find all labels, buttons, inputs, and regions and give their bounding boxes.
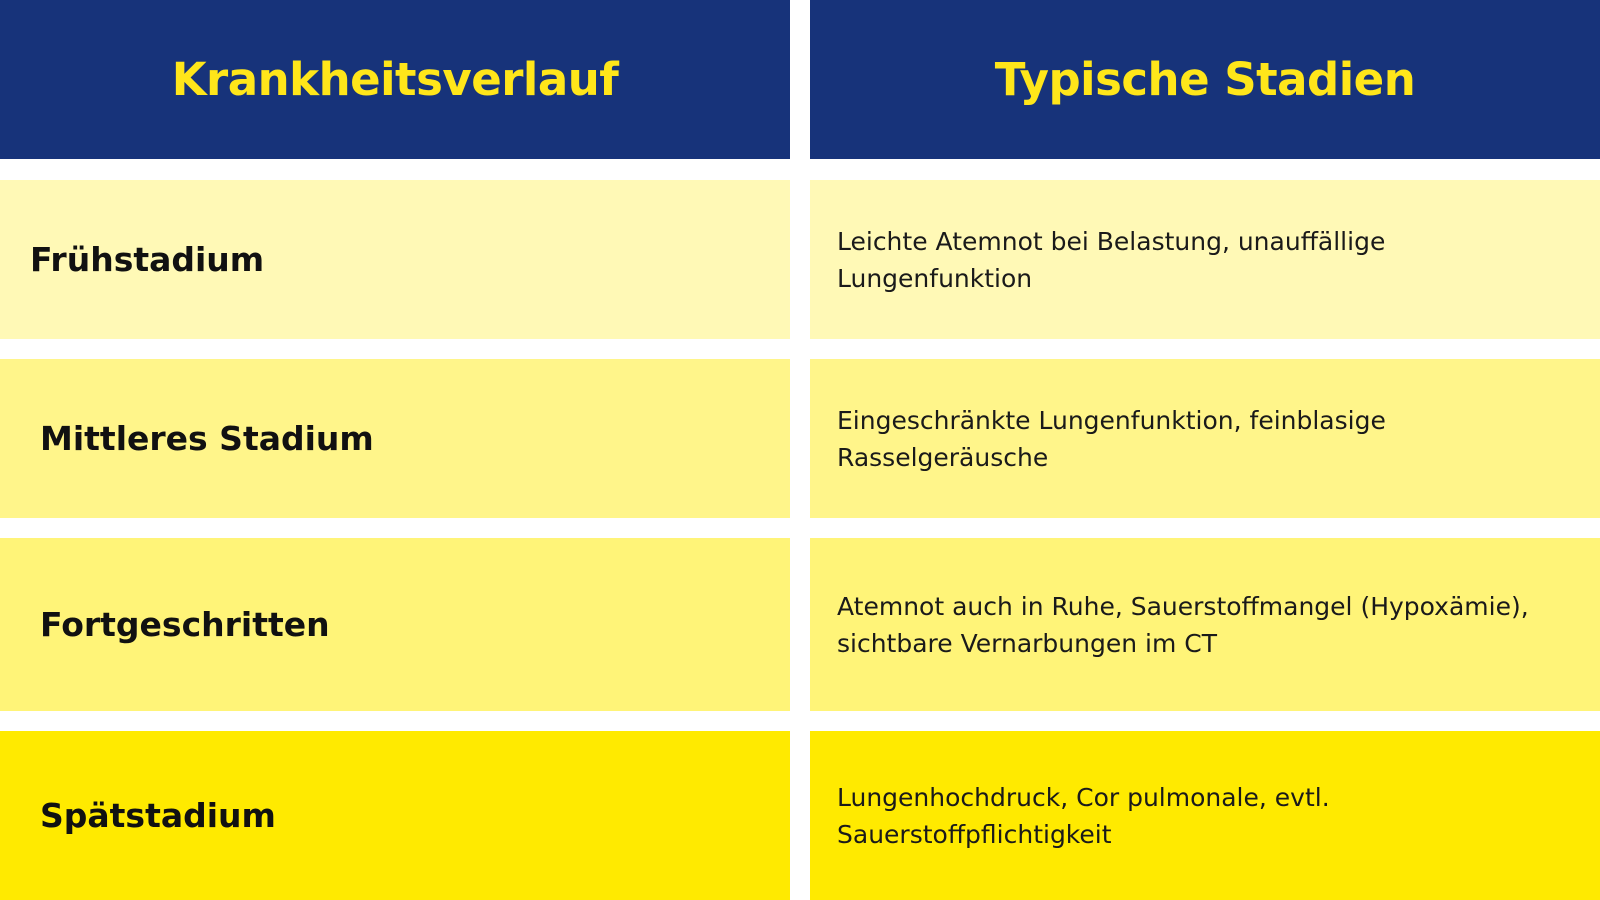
table-row-4-stage-cell — [0, 731, 790, 900]
column-header-krankheitsverlauf: Krankheitsverlauf — [171, 53, 619, 106]
table-row-3-description-cell — [810, 538, 1600, 711]
stage-name: Fortgeschritten — [40, 605, 330, 644]
stage-name: Spätstadium — [40, 796, 276, 835]
table-row-1-stage-cell — [0, 180, 790, 339]
stage-description: Atemnot auch in Ruhe, Sauerstoffmangel (Hypoxämie), sichtbare Vernarbungen im CT — [837, 591, 1529, 658]
table-row-1-description-cell — [810, 180, 1600, 339]
stage-name: Frühstadium — [30, 240, 265, 279]
table-row-2-description-cell — [810, 359, 1600, 518]
table-row-4-description-cell — [810, 731, 1600, 900]
stage-description: Eingeschränkte Lungenfunktion, feinblasige Rasselgeräusche — [837, 405, 1386, 472]
header-cell-right — [810, 0, 1600, 159]
table-row-3-stage-cell — [0, 538, 790, 711]
table-row-2-stage-cell — [0, 359, 790, 518]
column-header-typische-stadien: Typische Stadien — [994, 53, 1416, 106]
stage-description: Leichte Atemnot bei Belastung, unauffällige Lungenfunktion — [837, 226, 1386, 293]
stage-name: Mittleres Stadium — [40, 419, 374, 458]
stage-description: Lungenhochdruck, Cor pulmonale, evtl. Sauerstoffpflichtigkeit — [837, 782, 1330, 849]
header-cell-left — [0, 0, 790, 159]
